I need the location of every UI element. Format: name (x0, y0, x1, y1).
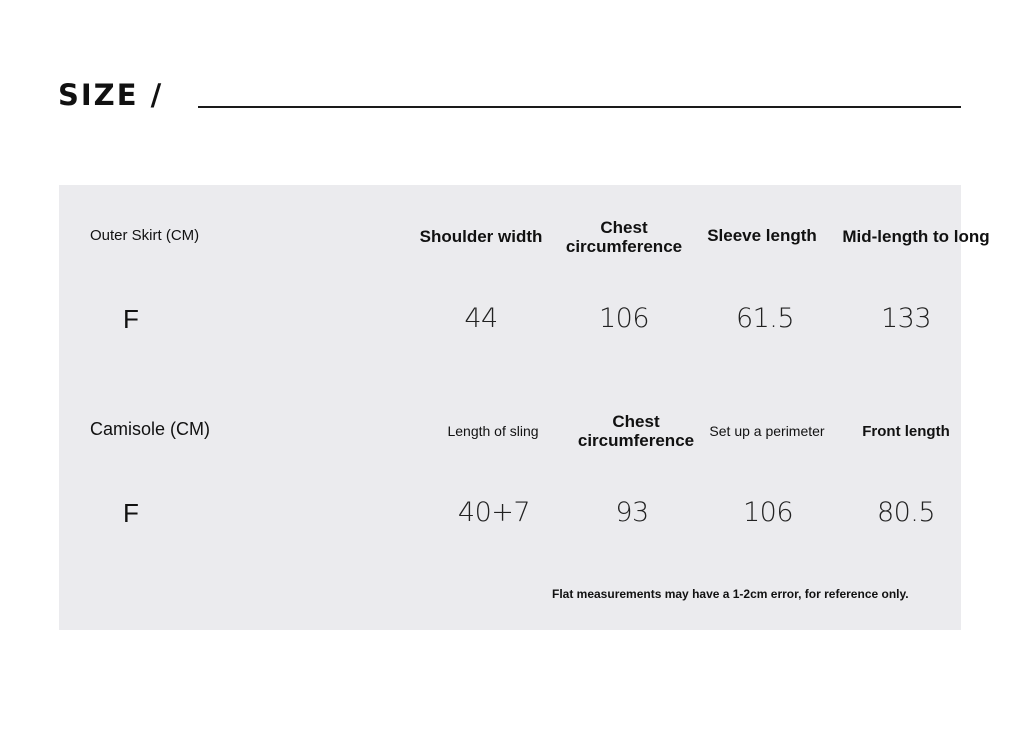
outer-skirt-value-shoulder-width: 44 (464, 303, 498, 334)
outer-skirt-title: Outer Skirt (CM) (90, 227, 200, 244)
title-underline (198, 106, 961, 108)
size-chart-panel (59, 185, 961, 630)
camisole-header-set-up-a-perimeter: Set up a perimeter (709, 423, 825, 439)
outer-skirt-header-shoulder-width: Shoulder width (419, 227, 543, 246)
outer-skirt-value-chest-circumference: 106 (598, 303, 650, 334)
outer-skirt-header-sleeve-length: Sleeve length (707, 226, 817, 245)
page-title: SIZE / (58, 78, 164, 112)
outer-skirt-header-chest-circumference: Chest circumference (565, 218, 683, 256)
outer-skirt-size-label: F (123, 304, 139, 334)
camisole-size-label: F (123, 498, 139, 528)
outer-skirt-value-mid-length-to-long: 133 (880, 303, 932, 334)
camisole-value-front-length: 80.5 (876, 497, 936, 528)
camisole-value-chest-circumference: 93 (615, 497, 649, 528)
camisole-header-front-length: Front length (862, 423, 950, 440)
outer-skirt-value-sleeve-length: 61.5 (735, 303, 795, 334)
camisole-value-length-of-sling: 40+7 (457, 497, 531, 528)
camisole-title: Camisole (CM) (90, 419, 211, 439)
camisole-header-chest-circumference: Chest circumference (577, 412, 695, 450)
measurement-note: Flat measurements may have a 1-2cm error, for reference only. (552, 587, 909, 601)
camisole-header-length-of-sling: Length of sling (447, 423, 539, 439)
camisole-value-set-up-a-perimeter: 106 (742, 497, 794, 528)
outer-skirt-header-mid-length-to-long: Mid-length to long (842, 227, 990, 246)
